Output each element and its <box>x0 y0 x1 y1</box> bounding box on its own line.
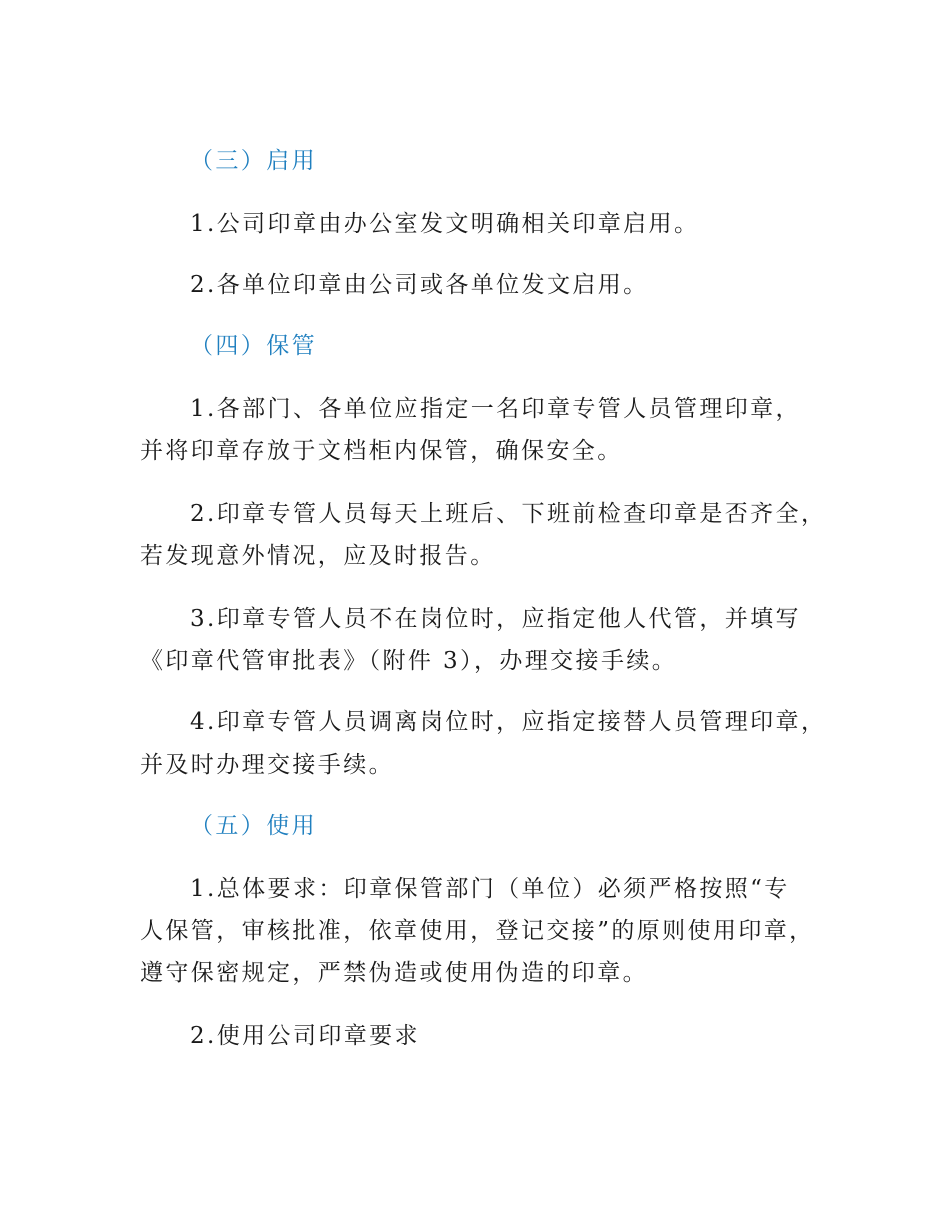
paragraph-line: 若发现意外情况，应及时报告。 <box>140 543 496 569</box>
paragraph-line: 2.各单位印章由公司或各单位发文启用。 <box>190 272 649 298</box>
paragraph-line: 并及时办理交接手续。 <box>140 752 394 778</box>
paragraph-line: 人保管，审核批准，依章使用，登记交接”的原则使用印章， <box>140 918 815 944</box>
paragraph-line: 遵守保密规定，严禁伪造或使用伪造的印章。 <box>140 960 648 986</box>
paragraph-line: 《印章代管审批表》（附件 3），办理交接手续。 <box>140 648 678 674</box>
paragraph-line: 1.各部门、各单位应指定一名印章专管人员管理印章， <box>190 396 801 422</box>
paragraph-line: 1.公司印章由办公室发文明确相关印章启用。 <box>190 211 700 237</box>
section-heading-shiyong: （五）使用 <box>190 813 317 839</box>
paragraph-line: 4.印章专管人员调离岗位时，应指定接替人员管理印章， <box>190 709 827 735</box>
paragraph-line: 2.印章专管人员每天上班后、下班前检查印章是否齐全， <box>190 501 827 527</box>
paragraph-line: 并将印章存放于文档柜内保管，确保安全。 <box>140 438 623 464</box>
paragraph-line: 3.印章专管人员不在岗位时，应指定他人代管，并填写 <box>190 606 801 632</box>
paragraph-line: 2.使用公司印章要求 <box>190 1023 420 1049</box>
section-heading-baoguan: （四）保管 <box>190 333 317 359</box>
section-heading-qiyong: （三）启用 <box>190 148 317 174</box>
paragraph-line: 1.总体要求：印章保管部门（单位）必须严格按照“专 <box>190 876 790 902</box>
